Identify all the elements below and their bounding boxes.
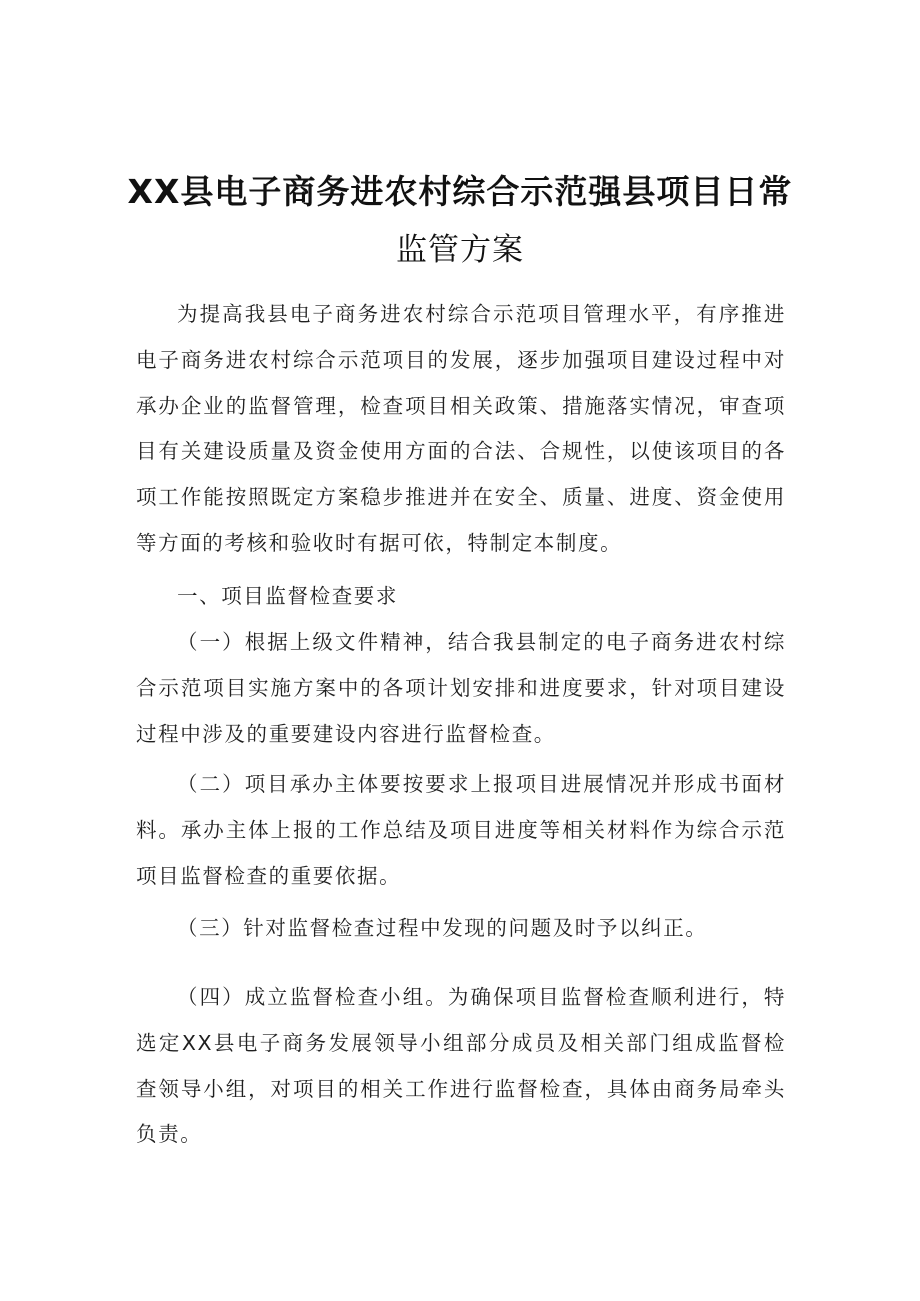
- section-heading-1: 一、项目监督检查要求: [177, 584, 398, 608]
- document-title-line-1: XX县电子商务进农村综合示范强县项目日常: [127, 172, 793, 211]
- intro-paragraph: 为提高我县电子商务进农村综合示范项目管理水平，有序推进电子商务进农村综合示范项目的发展，逐步加强项目建设过程中对承办企业的监督管理，检查项目相关政策、措施落实情况，审查项目有关建设质量及资金使用方面的合法、合规性，以使该项目的各项工作能按照既定方案稳步推进并在安全、质量、进度、资金使用等方面的考核和验收时有据可依，特制定本制度。: [136, 302, 786, 555]
- document-title-line-2: 监管方案: [396, 232, 524, 268]
- requirement-item-3: （三）针对监督检查过程中发现的问题及时予以纠正。: [177, 916, 708, 940]
- requirement-item-2: （二）项目承办主体要按要求上报项目进展情况并形成书面材料。承办主体上报的工作总结及项目进度等相关材料作为综合示范项目监督检查的重要依据。: [136, 772, 786, 888]
- requirement-item-1: （一）根据上级文件精神，结合我县制定的电子商务进农村综合示范项目实施方案中的各项计划安排和进度要求，针对项目建设过程中涉及的重要建设内容进行监督检查。: [136, 630, 786, 746]
- requirement-item-4: （四）成立监督检查小组。为确保项目监督检查顺利进行，特选定XX县电子商务发展领导小组部分成员及相关部门组成监督检查领导小组，对项目的相关工作进行监督检查，具体由商务局牵头负责。: [136, 985, 786, 1147]
